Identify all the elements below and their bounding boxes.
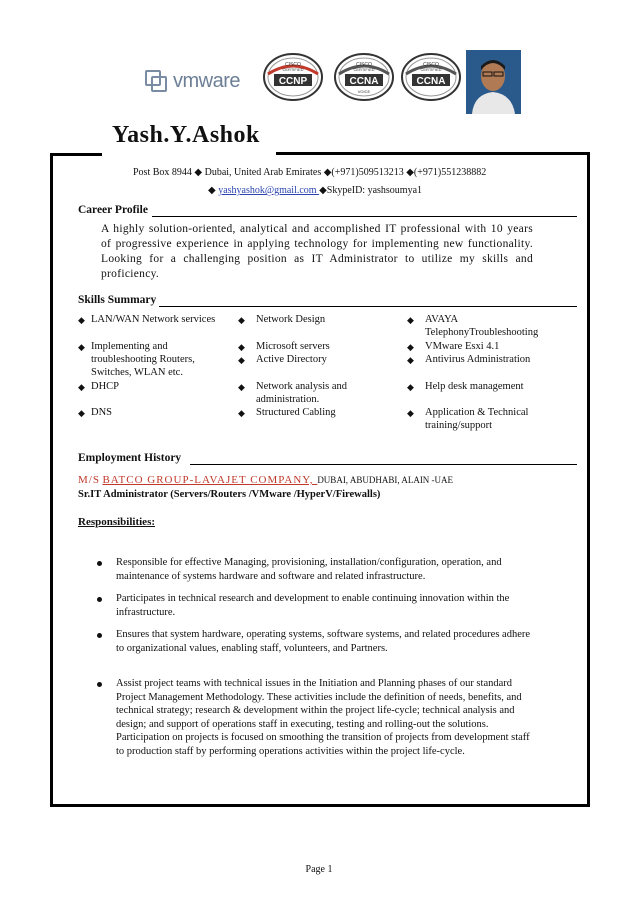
employment-history-heading: Employment History (78, 452, 182, 464)
vmware-logo (145, 65, 255, 97)
responsibility-item: Responsible for effective Managing, provisioning, installation/configuration, operation, and maintenance of systems hardware and software and related infrastructure. (116, 557, 502, 582)
certified-label: CERTIFIED (282, 67, 304, 72)
company-prefix: M/S (78, 474, 100, 486)
page-number: Page 1 (305, 864, 333, 875)
skill-bullet-icon: ◆ (78, 408, 85, 418)
vmware-wordmark: vmware (173, 69, 241, 92)
skill-item: VMware Esxi 4.1 (425, 341, 500, 352)
bullet-dot-icon (97, 682, 102, 687)
bullet-dot-icon (97, 633, 102, 638)
responsibility-item: Assist project teams with technical issues in the Initiation and Planning phases of our standard Project Management Methodology. These activities include the definition of needs, benefits, and technical strategy; research & development within the project life-cycle; technical analysis and design; and support of operations staff in executing, testing and rolling-out the solutions. Participation on projects is focused on smoothing the transition of projects from development staff to production staff by performing operations activities within the project life-cycle. (116, 678, 530, 757)
candidate-name: Yash.Y.Ashok (112, 122, 260, 148)
skill-item: Network analysis and administration. (256, 381, 347, 405)
voice-label: VOICE (357, 89, 371, 94)
skill-item: Implementing and troubleshooting Routers, Switches, WLAN etc. (91, 341, 195, 378)
section-rule (190, 464, 577, 465)
company-location: DUBAI, ABUDHABI, ALAIN -UAE (317, 475, 454, 485)
diamond-bullet: ◆ (208, 185, 219, 196)
skill-item: Antivirus Administration (425, 354, 531, 365)
skill-item: AVAYA TelephonyTroubleshooting (425, 314, 539, 338)
company-name: BATCO GROUP-LAVAJET COMPANY, (102, 474, 318, 486)
certified-label: CERTIFIED (420, 67, 442, 72)
ccna-voice-badge (333, 52, 395, 102)
skill-item: Microsoft servers (256, 341, 330, 352)
frame-border (276, 152, 590, 155)
skill-item: Help desk management (425, 381, 524, 392)
skill-item: Active Directory (256, 354, 327, 365)
vmware-mark-icon (145, 70, 167, 92)
skill-item: DHCP (91, 381, 120, 392)
section-rule (159, 306, 577, 307)
career-profile-text: A highly solution-oriented, analytical and accomplished IT professional with 10 years of progressive experience in applying technology for implementing new functionality. Looking for a challenging position as IT Administrator to utilize my skills and proficiency. (101, 223, 533, 280)
cisco-label: CISCO (285, 62, 301, 68)
cisco-label: CISCO (423, 62, 439, 68)
skill-bullet-icon: ◆ (407, 342, 414, 352)
company-line (78, 474, 453, 486)
career-profile-heading: Career Profile (78, 204, 148, 216)
skill-bullet-icon: ◆ (78, 382, 85, 392)
email-link[interactable]: yashyashok@gmail.com (218, 185, 320, 196)
skill-item: DNS (91, 407, 113, 418)
badge-label: CCNA (349, 76, 379, 87)
section-rule (152, 216, 577, 217)
responsibility-item: Participates in technical research and development to enable continuing innovation within the infrastructure. (116, 593, 510, 618)
contact-email-skype (208, 185, 422, 196)
skill-item: Network Design (256, 314, 326, 325)
ccna-badge (400, 52, 462, 102)
skill-bullet-icon: ◆ (238, 315, 245, 325)
profile-photo (466, 50, 521, 114)
skill-bullet-icon: ◆ (238, 342, 245, 352)
skill-bullet-icon: ◆ (407, 408, 414, 418)
skill-bullet-icon: ◆ (238, 355, 245, 365)
skill-item: Structured Cabling (256, 407, 336, 418)
frame-border (50, 153, 102, 156)
skill-bullet-icon: ◆ (407, 355, 414, 365)
responsibilities-heading: Responsibilities: (78, 516, 156, 528)
bullet-dot-icon (97, 597, 102, 602)
frame-border (50, 153, 53, 807)
skill-bullet-icon: ◆ (238, 408, 245, 418)
cisco-label: CISCO (356, 62, 372, 68)
certified-label: CERTIFIED (353, 67, 375, 72)
skill-item: LAN/WAN Network services (91, 314, 216, 325)
job-role: Sr.IT Administrator (Servers/Routers /VMware /HyperV/Firewalls) (78, 489, 381, 500)
skill-bullet-icon: ◆ (78, 342, 85, 352)
skill-bullet-icon: ◆ (78, 315, 85, 325)
skill-bullet-icon: ◆ (407, 382, 414, 392)
badge-label: CCNA (416, 76, 446, 87)
responsibility-item: Ensures that system hardware, operating systems, software systems, and related procedures adhere to organizational values, enabling staff, volunteers, and Partners. (116, 629, 531, 654)
bullet-dot-icon (97, 561, 102, 566)
skill-item: Application & Technical training/support (425, 407, 529, 431)
badge-label: CCNP (278, 76, 308, 87)
ccnp-badge (262, 52, 324, 102)
frame-border (50, 804, 590, 807)
skill-bullet-icon: ◆ (407, 315, 414, 325)
frame-border (587, 152, 590, 807)
skill-bullet-icon: ◆ (238, 382, 245, 392)
contact-address-phone: Post Box 8944 ◆ Dubai, United Arab Emirates ◆(+971)509513213 ◆(+971)551238882 (133, 167, 487, 178)
skills-summary-heading: Skills Summary (78, 294, 157, 306)
skype-id: ◆SkypeID: yashsoumya1 (319, 185, 423, 196)
